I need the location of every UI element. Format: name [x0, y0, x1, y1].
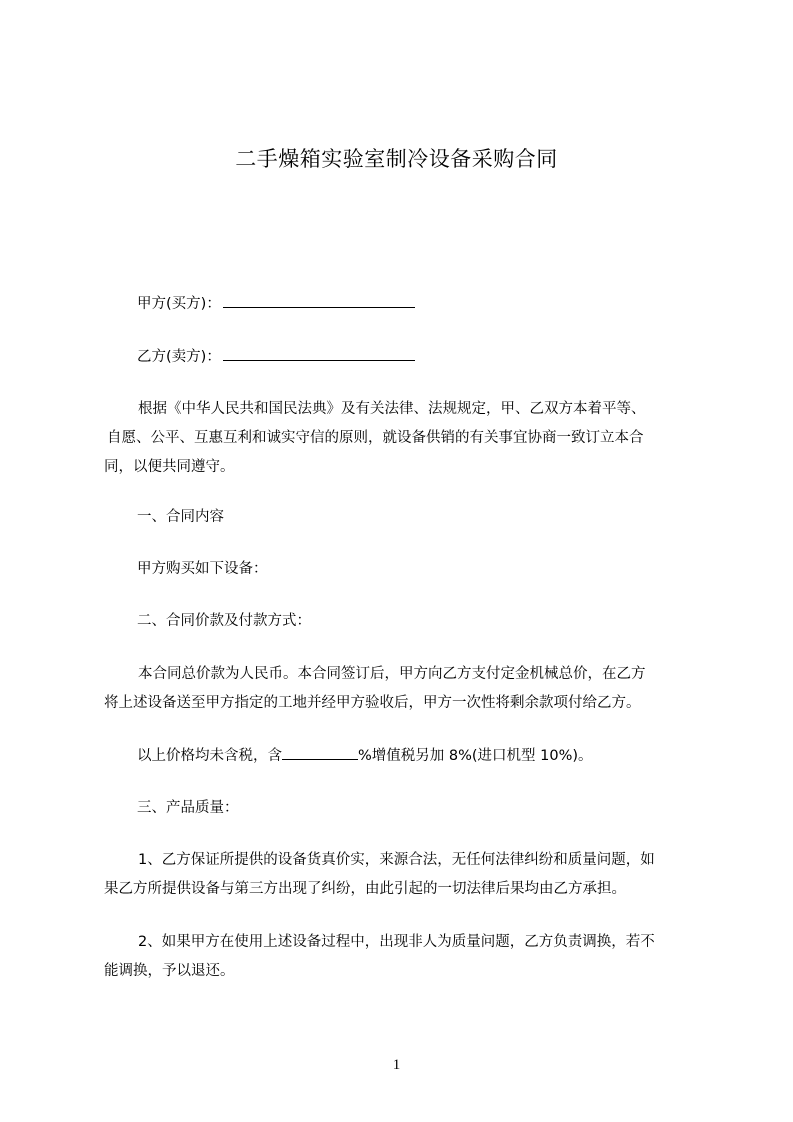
party-a-label: 甲方(买方)： — [137, 296, 221, 312]
tax-rate-blank[interactable] — [282, 744, 358, 760]
intro-line-3: 同，以便共同遵守。 — [104, 459, 235, 475]
section3-item1-line-2: 果乙方所提供设备与第三方出现了纠纷，由此引起的一切法律后果均由乙方承担。 — [104, 881, 626, 897]
section2-p1-line-1: 本合同总价款为人民币。本合同签订后，甲方向乙方支付定金机械总价，在乙方 — [138, 666, 646, 682]
section2-heading: 二、合同价款及付款方式： — [137, 613, 311, 629]
intro-line-1: 根据《中华人民共和国民法典》及有关法律、法规规定，甲、乙双方本着平等、 — [138, 401, 646, 417]
tax-suffix: %增值税另加 8%(进口机型 10%)。 — [358, 748, 593, 764]
party-b-label: 乙方(卖方)： — [137, 349, 221, 365]
section2-p1-line-2: 将上述设备送至甲方指定的工地并经甲方验收后，甲方一次性将剩余款项付给乙方。 — [104, 695, 641, 711]
party-a-line — [137, 292, 415, 314]
party-b-line — [137, 345, 415, 367]
section3-item2-line-2: 能调换，予以退还。 — [104, 963, 235, 979]
party-a-blank[interactable] — [223, 292, 415, 308]
party-b-blank[interactable] — [223, 345, 415, 361]
section2-p2 — [137, 744, 593, 766]
section3-item2-line-1: 2、如果甲方在使用上述设备过程中，出现非人为质量问题，乙方负责调换，若不 — [138, 934, 655, 950]
section1-heading: 一、合同内容 — [137, 509, 224, 525]
tax-prefix: 以上价格均未含税，含 — [137, 748, 282, 764]
intro-line-2: 自愿、公平、互惠互利和诚实守信的原则，就设备供销的有关事宜协商一致订立本合 — [107, 430, 644, 446]
section1-text: 甲方购买如下设备： — [137, 561, 268, 577]
section3-heading: 三、产品质量： — [137, 800, 239, 816]
section3-item1-line-1: 1、乙方保证所提供的设备货真价实，来源合法，无任何法律纠纷和质量问题，如 — [138, 852, 655, 868]
page-number: 1 — [392, 1057, 401, 1073]
document-title: 二手燥箱实验室制冷设备采购合同 — [235, 147, 558, 171]
